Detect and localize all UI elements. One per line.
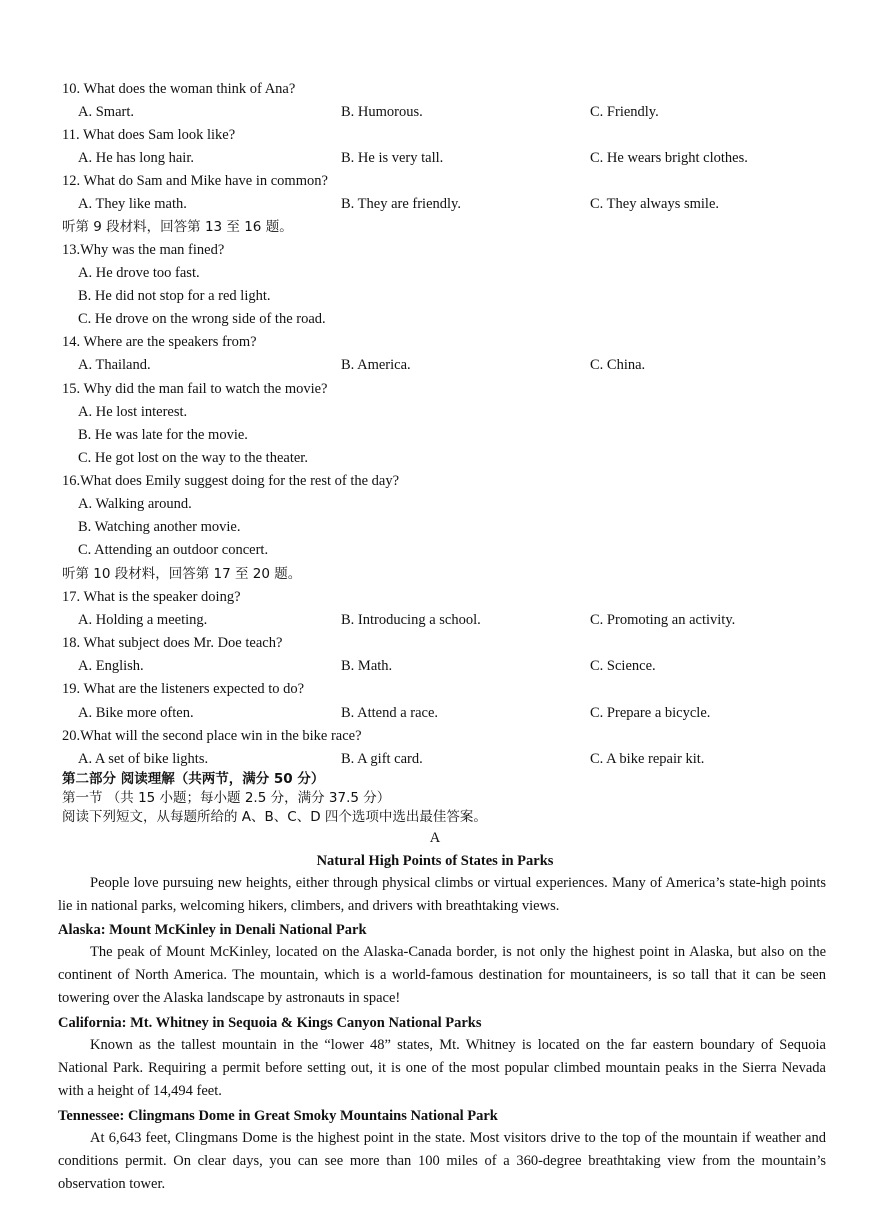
q18-option-a: A. English.	[78, 658, 144, 674]
section-text-tennessee-body: At 6,643 feet, Clingmans Dome is the highest point in the state. Most visitors drive to the top of the mountain if weather and conditions permit. On clear days, you can see more than 100 miles of a 360-degree breathtaking view from the mountain’s observation tower.	[58, 1130, 826, 1193]
section-heading-tennessee: Tennessee: Clingmans Dome in Great Smoky Mountains National Park	[58, 1108, 498, 1124]
q16-option-b: B. Watching another movie.	[78, 519, 241, 535]
part-2-heading: 第二部分 阅读理解（共两节，满分 50 分）	[62, 771, 325, 787]
q20-option-b: B. A gift card.	[341, 751, 423, 767]
question-20: 20.What will the second place win in the bike race?	[62, 728, 362, 744]
q12-option-b: B. They are friendly.	[341, 196, 461, 212]
section-text-alaska	[58, 941, 826, 1011]
q15-option-a: A. He lost interest.	[78, 404, 188, 420]
q18-option-c: C. Science.	[590, 658, 656, 674]
q19-option-c: C. Prepare a bicycle.	[590, 705, 711, 721]
q18-option-b: B. Math.	[341, 658, 393, 674]
passage-title: Natural High Points of States in Parks	[316, 853, 554, 869]
q13-option-a: A. He drove too fast.	[78, 265, 200, 281]
q17-option-a: A. Holding a meeting.	[78, 612, 208, 628]
passage-intro-text: People love pursuing new heights, either through physical climbs or virtual experiences. Many of America’s state-high points lie in national parks, welcoming hikers, climbers, and drivers with breathtaking views.	[58, 875, 826, 915]
q12-option-a: A. They like math.	[78, 196, 187, 212]
q20-option-c: C. A bike repair kit.	[590, 751, 705, 767]
section-text-tennessee	[58, 1127, 826, 1197]
q10-option-b: B. Humorous.	[341, 104, 423, 120]
q11-option-b: B. He is very tall.	[341, 150, 444, 166]
question-19: 19. What are the listeners expected to do?	[62, 681, 305, 697]
question-13: 13.Why was the man fined?	[62, 242, 225, 258]
q11-option-c: C. He wears bright clothes.	[590, 150, 748, 166]
question-14: 14. Where are the speakers from?	[62, 334, 257, 350]
question-10: 10. What does the woman think of Ana?	[62, 81, 296, 97]
q14-option-c: C. China.	[590, 357, 646, 373]
passage-letter: A	[429, 830, 441, 846]
question-12: 12. What do Sam and Mike have in common?	[62, 173, 328, 189]
instruction-segment-9: 听第 9 段材料，回答第 13 至 16 题。	[62, 219, 293, 235]
q16-option-c: C. Attending an outdoor concert.	[78, 542, 269, 558]
question-17: 17. What is the speaker doing?	[62, 589, 241, 605]
q20-option-a: A. A set of bike lights.	[78, 751, 209, 767]
question-18: 18. What subject does Mr. Doe teach?	[62, 635, 283, 651]
section-text-california-body: Known as the tallest mountain in the “lower 48” states, Mt. Whitney is located on the far eastern boundary of Sequoia National Park. Requiring a permit before setting out, it is one of the most popular climbed mountain peaks in the Sierra Nevada with a height of 14,494 feet.	[58, 1037, 826, 1100]
q17-option-c: C. Promoting an activity.	[590, 612, 736, 628]
q19-option-a: A. Bike more often.	[78, 705, 194, 721]
question-15: 15. Why did the man fail to watch the movie?	[62, 381, 328, 397]
section-heading-alaska: Alaska: Mount McKinley in Denali National Park	[58, 922, 367, 938]
q15-option-c: C. He got lost on the way to the theater.	[78, 450, 308, 466]
section-text-california	[58, 1034, 826, 1104]
q17-option-b: B. Introducing a school.	[341, 612, 481, 628]
q11-option-a: A. He has long hair.	[78, 150, 194, 166]
section-1-heading: 第一节 （共 15 小题；每小题 2.5 分，满分 37.5 分）	[62, 790, 391, 806]
section-text-alaska-body: The peak of Mount McKinley, located on the Alaska-Canada border, is not only the highest point in Alaska, but also on the continent of North America. The mountain, which is a world-famous destination for mountaineers, is so tall that it can be seen towering over the Alaska landscape by astronauts in space!	[58, 944, 826, 1007]
instruction-segment-10: 听第 10 段材料，回答第 17 至 20 题。	[62, 566, 302, 582]
q13-option-b: B. He did not stop for a red light.	[78, 288, 271, 304]
q14-option-b: B. America.	[341, 357, 411, 373]
q10-option-a: A. Smart.	[78, 104, 134, 120]
q13-option-c: C. He drove on the wrong side of the road.	[78, 311, 326, 327]
q15-option-b: B. He was late for the movie.	[78, 427, 248, 443]
q16-option-a: A. Walking around.	[78, 496, 192, 512]
q10-option-c: C. Friendly.	[590, 104, 659, 120]
passage-intro	[58, 872, 826, 918]
question-16: 16.What does Emily suggest doing for the rest of the day?	[62, 473, 400, 489]
q12-option-c: C. They always smile.	[590, 196, 720, 212]
question-11: 11. What does Sam look like?	[62, 127, 236, 143]
q14-option-a: A. Thailand.	[78, 357, 151, 373]
section-heading-california: California: Mt. Whitney in Sequoia & Kings Canyon National Parks	[58, 1015, 482, 1031]
q19-option-b: B. Attend a race.	[341, 705, 439, 721]
reading-instruction: 阅读下列短文，从每题所给的 A、B、C、D 四个选项中选出最佳答案。	[62, 809, 487, 825]
